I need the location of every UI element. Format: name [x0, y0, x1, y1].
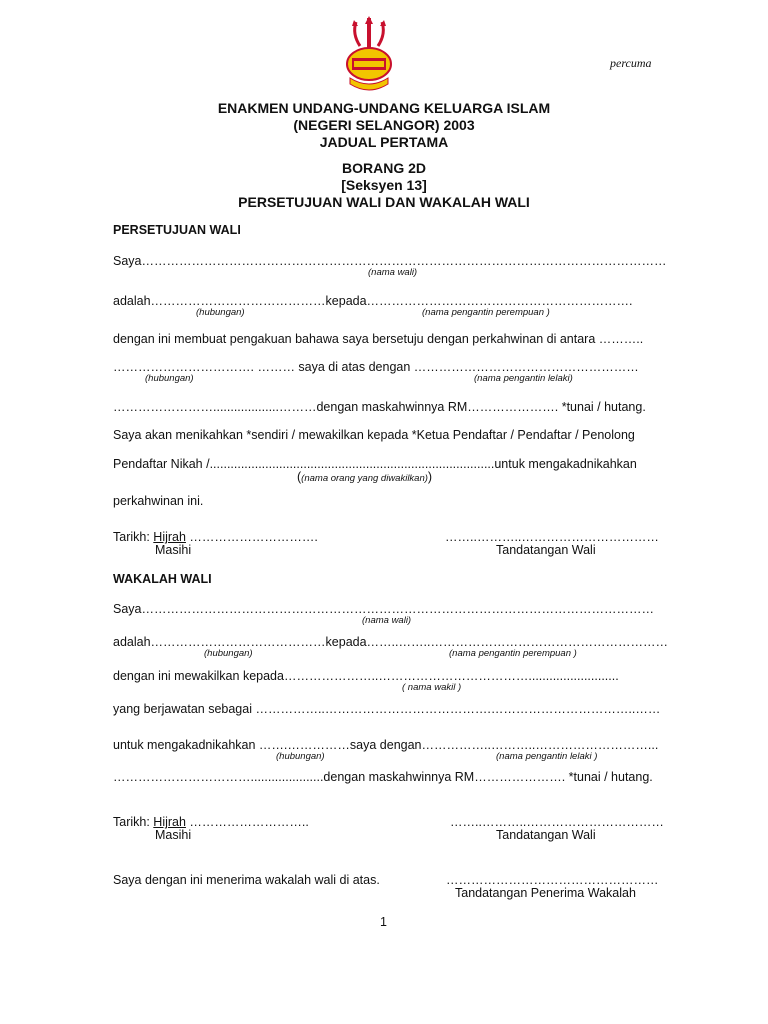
hijrah-label: Hijrah — [153, 530, 186, 544]
wakalah-relationship-line: adalah……………………………………kepada……..……..………………………………………………… — [113, 635, 668, 649]
hint-hubungan-3: (hubungan) — [204, 648, 253, 659]
position-line: yang berjawatan sebagai ……………..………………………………….……………………………..…… — [113, 702, 661, 716]
section-reference: [Seksyen 13] — [341, 177, 427, 193]
hijrah-label-2: Hijrah — [153, 815, 186, 829]
hint-hubungan: (hubungan) — [196, 307, 245, 318]
masihi-label-2: Masihi — [155, 828, 192, 842]
dowry-line-2: …………………………….....................dengan maskahwinnya RM…………………. *tunai / hutang. — [113, 770, 653, 784]
date-dots: …………………………. — [185, 530, 318, 544]
hint-nama-wali-2: (nama wali) — [362, 615, 412, 626]
hint-groom-name-2: (nama pengantin lelaki ) — [496, 751, 598, 762]
akad-line: untuk mengakadnikahkan …….……………saya dengan……………..………..………………………... — [113, 738, 659, 752]
hint-delegate-text: (nama orang yang diwakilkan) — [301, 473, 428, 484]
hint-delegate-name: ((nama orang yang diwakilkan)) — [297, 470, 433, 484]
form-title: PERSETUJUAN WALI DAN WAKALAH WALI — [238, 194, 530, 210]
registrar-line: Pendaftar Nikah /..................................................................................untuk mengakadnikahkan — [113, 457, 637, 471]
signature-dots-1: ……..………..…………………………… — [445, 530, 659, 544]
corner-note: percuma — [610, 56, 652, 70]
accept-signature-label: Tandatangan Penerima Wakalah — [455, 886, 636, 900]
hint-nama-wakil: ( nama wakil ) — [402, 682, 462, 693]
masihi-label: Masihi — [155, 543, 192, 557]
relationship-bride-line: adalah……………………………………kepada………………………………………………………. — [113, 294, 633, 308]
form-number: BORANG 2D — [341, 160, 426, 176]
page-number: 1 — [380, 915, 387, 929]
hint-hubungan-2: (hubungan) — [145, 373, 194, 384]
signature-label-wali: Tandatangan Wali — [496, 543, 596, 557]
section-heading-persetujuan: PERSETUJUAN WALI — [113, 223, 241, 237]
date-line-2 — [113, 815, 309, 829]
hint-bride-name-2: (nama pengantin perempuan ) — [449, 648, 577, 659]
wakalah-wali-name-line: Saya…………………………………………………………………………………………………………… — [113, 602, 654, 616]
dowry-line: ……………………...................………dengan maskahwinnya RM…………………. *tunai / hutang. — [113, 400, 646, 414]
accept-wakalah-text: Saya dengan ini menerima wakalah wali di atas. — [113, 873, 380, 887]
schedule-title: JADUAL PERTAMA — [319, 134, 449, 150]
signature-dots-2: ……..………..…………………………… — [450, 815, 664, 829]
hint-groom-name: (nama pengantin lelaki) — [474, 373, 573, 384]
marriage-closing-line: perkahwinan ini. — [113, 494, 204, 508]
signature-label-wali-2: Tandatangan Wali — [496, 828, 596, 842]
consent-statement-line: dengan ini membuat pengakuan bahawa saya bersetuju dengan perkahwinan di antara ……….. — [113, 332, 644, 346]
hint-hubungan-4: (hubungan) — [276, 751, 325, 762]
solemnize-line: Saya akan menikahkan *sendiri / mewakilkan kepada *Ketua Pendaftar / Pendaftar / Penolong — [113, 428, 635, 442]
date-label-2: Tarikh: — [113, 815, 154, 829]
date-label: Tarikh: — [113, 530, 154, 544]
section-heading-wakalah: WAKALAH WALI — [113, 572, 212, 586]
hint-bride-name: (nama pengantin perempuan ) — [422, 307, 550, 318]
groom-line: ……………………………. ……… saya di atas dengan ……………………………………………… — [113, 360, 639, 374]
wali-name-line: Saya……………………………………………………………………………………………………………… — [113, 254, 667, 268]
selangor-crest-logo — [344, 16, 394, 94]
act-title-line1: ENAKMEN UNDANG-UNDANG KELUARGA ISLAM — [217, 100, 551, 116]
date-dots-2: ……………………….. — [185, 815, 309, 829]
delegate-line: dengan ini mewakilkan kepada…………………..……………………………….......................... — [113, 669, 619, 683]
accept-signature-dots: …………………………………………… — [446, 873, 659, 887]
date-line-1 — [113, 530, 318, 544]
act-title-line2: (NEGERI SELANGOR) 2003 — [293, 117, 475, 133]
hint-nama-wali: (nama wali) — [368, 267, 418, 278]
